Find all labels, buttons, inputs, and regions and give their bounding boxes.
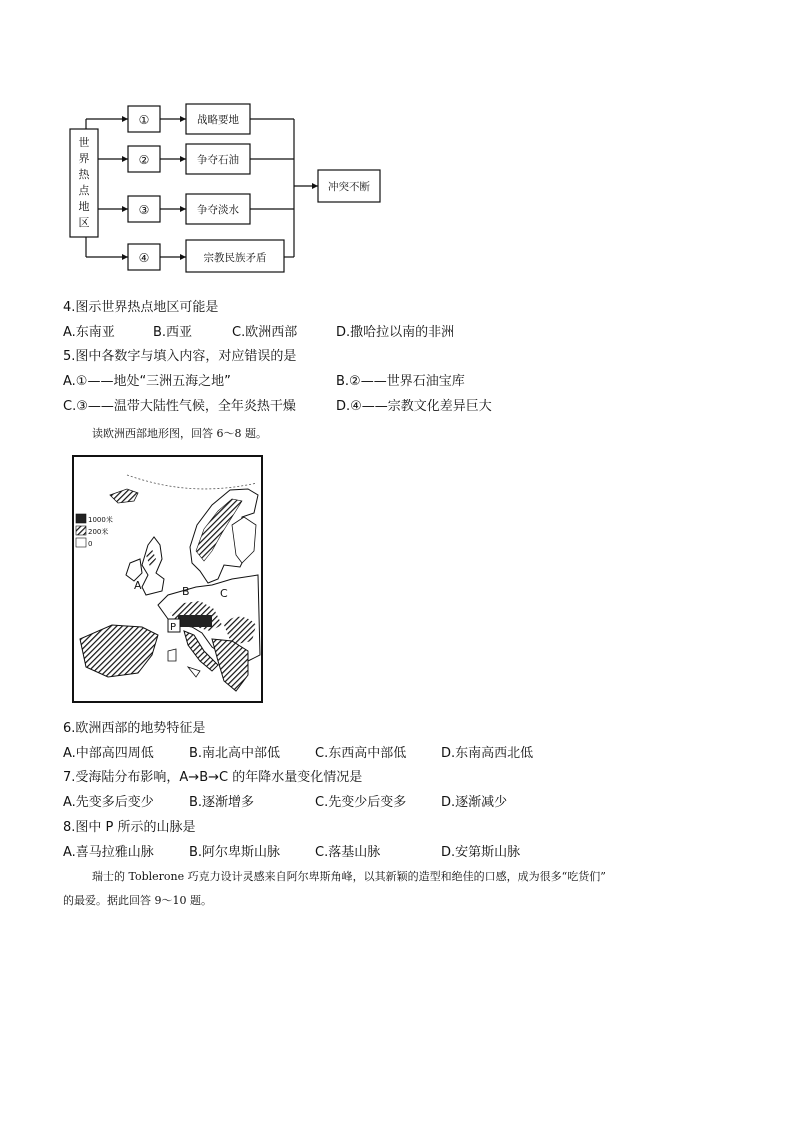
q7-stem: 7.受海陆分布影响，A→B→C 的年降水量变化情况是 [63,770,363,785]
q5-option-b: B.②——世界石油宝库 [336,374,465,389]
q7-option-b: B.逐渐增多 [189,795,255,810]
q7-option-a: A.先变多后变少 [63,795,154,810]
item-water: 争夺淡水 [197,204,239,216]
map-label-a: A [134,579,142,592]
hotspot-flow-diagram [64,96,394,284]
western-europe-terrain-map [72,455,263,703]
q8-stem: 8.图中 P 所示的山脉是 [63,820,196,835]
q6-option-a: A.中部高四周低 [63,746,154,761]
legend-0m: 0 [88,540,93,548]
map-label-c: C [220,587,228,600]
q8-option-c: C.落基山脉 [315,845,381,860]
q5-option-d: D.④——宗教文化差异巨大 [336,399,492,414]
q4-stem: 4.图示世界热点地区可能是 [63,300,219,315]
result-conflict: 冲突不断 [328,181,370,193]
q8-option-d: D.安第斯山脉 [441,845,521,860]
number-2: ② [138,153,150,167]
number-3: ③ [138,203,150,217]
q5-option-c: C.③——温带大陆性气候，全年炎热干燥 [63,399,296,414]
item-religion: 宗教民族矛盾 [203,252,267,264]
map-label-b: B [182,585,190,598]
passage-line-2: 的最爱。据此回答 9～10 题。 [63,894,212,907]
q6-option-c: C.东西高中部低 [315,746,407,761]
item-oil: 争夺石油 [197,154,239,166]
q6-option-d: D.东南高西北低 [441,746,534,761]
q8-option-a: A.喜马拉雅山脉 [63,845,154,860]
number-1: ① [138,113,150,127]
q4-option-b: B.西亚 [153,325,193,340]
legend-200m: 200米 [88,528,109,536]
q7-option-c: C.先变少后变多 [315,795,407,810]
q6-stem: 6.欧洲西部的地势特征是 [63,721,206,736]
q4-option-a: A.东南亚 [63,325,115,340]
passage-line-1: 瑞士的 Toblerone 巧克力设计灵感来自阿尔卑斯角峰，以其新颖的造型和绝佳的口感，成为很多“吃货们” [92,870,606,883]
q4-option-c: C.欧洲西部 [232,325,298,340]
q6-option-b: B.南北高中部低 [189,746,281,761]
item-strategic: 战略要地 [197,114,239,126]
number-4: ④ [138,251,150,265]
map-intro: 读欧洲西部地形图，回答 6～8 题。 [92,427,267,440]
q5-option-a: A.①——地处“三洲五海之地” [63,374,231,389]
hotspot-label: 世界热点地区 [78,136,90,229]
map-label-p: P [170,622,177,633]
q8-option-b: B.阿尔卑斯山脉 [189,845,281,860]
q5-stem: 5.图中各数字与填入内容，对应错误的是 [63,349,297,364]
q7-option-d: D.逐渐减少 [441,795,508,810]
q4-option-d: D.撒哈拉以南的非洲 [336,325,455,340]
legend-1000m: 1000米 [88,516,113,524]
